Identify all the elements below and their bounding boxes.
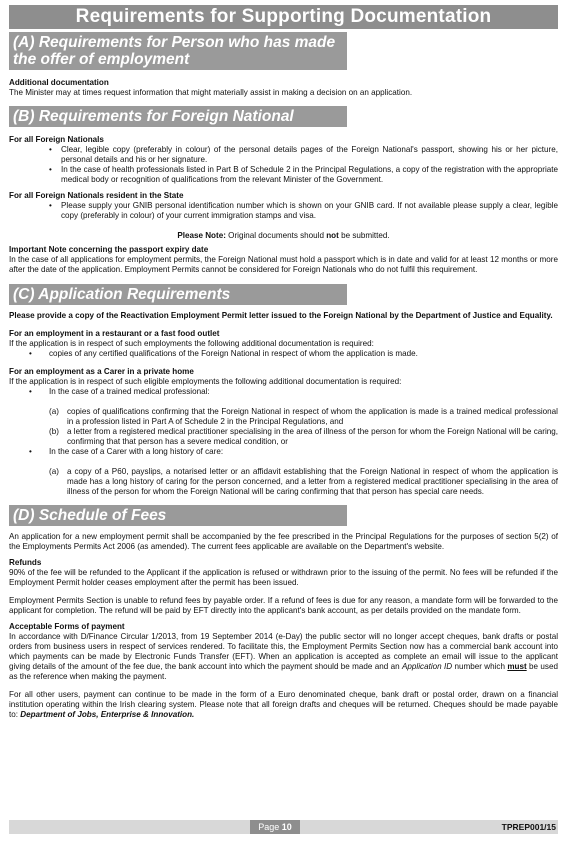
item-text: a copy of a P60, payslips, a notarised letter or an affidavit establishing that the Foreign National in respect of whom the application is made has a long history of caring for the person concerned, and a letter from a registered medical practitioner specialising in the area of illness of the person for whom the Foreign National will be caring confirming that that person has special care needs. [67,467,558,496]
trained-item-a [9,407,558,427]
section-c-heading: (C) Application Requirements [9,284,347,305]
additional-documentation-label: Additional documentation [9,78,109,87]
other-users-body: For all other users, payment can continue to be made in the form of a Euro denominated cheque, bank draft or postal order, drawn on a financial institution operating within the Irish clearing system. Please note that all foreign drafts and cheques will be returned. Cheques should be made payable to: [9,690,558,719]
item-label: (b) [49,427,59,436]
all-foreign-nationals-list [9,145,558,185]
restaurant-label: For an employment in a restaurant or a fast food outlet [9,329,220,338]
page-label: Page [258,822,280,832]
application-id-text: Application ID [402,662,453,671]
trained-item-b [9,427,558,447]
refunds-label: Refunds [9,558,42,567]
section-b-heading: (B) Requirements for Foreign National [9,106,347,127]
item-label: (a) [49,407,59,416]
other-users-text [9,690,558,720]
please-note-pre: Original documents should [225,231,327,240]
must-text: must [507,662,527,671]
refunds-text: 90% of the fee will be refunded to the Applicant if the application is refused or withdrawn prior to the issuing of the permit. No fees will be refunded if the Employment Permit holder ceases employment after the permit has been issued. [9,568,558,587]
history-item-a [9,467,558,497]
passport-expiry-label: Important Note concerning the passport expiry date [9,245,209,254]
acc-text-3: be used as the reference when making the payment. [9,662,558,681]
section-a-heading: (A) Requirements for Person who has made the offer of employment [9,32,347,70]
acc-text-1: In accordance with D/Finance Circular 1/2013, from 19 September 2014 (e-Day) the public sector will no longer accept cheques, bank drafts or postal orders from business users in respect of services rendered. To facilitate this, the Employment Permits Section now has a commercial bank account into which payments can be made by Electronic Funds Transfer (EFT). When an application is accepted as complete an email will issue to the applicant giving details of the amount of the fee due, the bank account into which the payment should be made and an [9,632,558,671]
passport-expiry-text: In the case of all applications for employment permits, the Foreign National must hold a passport which is in date and valid for at least 12 months or more after the date of the application. Employment Permits cannot be considered for Foreign Nationals who do not fulfil this requirement. [9,255,558,274]
fees-intro: An application for a new employment permit shall be accompanied by the fee prescribed in the Principal Regulations for the purposes of section 5(2) of the Employments Permits Act 2006 (as amended). The current fees applicable are available on the Department's website. [9,532,558,551]
additional-documentation-text: The Minister may at times request information that might materially assist in making a decision on an application. [9,88,413,97]
resident-label: For all Foreign Nationals resident in the State [9,191,184,200]
restaurant-text: If the application is in respect of such employments the following additional documentation is required: [9,339,374,348]
restaurant-list [9,349,558,359]
section-d-heading: (D) Schedule of Fees [9,505,347,526]
page-number-box [250,820,300,834]
please-note-label: Please Note: [177,231,226,240]
please-note [9,231,558,241]
item-text: copies of qualifications confirming that the Foreign National in respect of whom the application is made is a trained medical professional in a profession listed in Part A of Schedule 2 in the Principal Regulations, and [67,407,558,426]
acceptable-payment-text [9,632,558,682]
trained-list [9,387,558,397]
acc-text-2: number which [452,662,508,671]
list-item: • In the case of health professionals listed in Part B of Schedule 2 in the Principal Regulations, a copy of the registration with the appropriate medical body or recognition of qualifications from the relevant Minister of the Government. [9,165,558,185]
resident-list [9,201,558,221]
item-text: a letter from a registered medical practitioner specialising in the area of illness of the person for whom the Foreign National will be caring, confirming that that person has a severe medical condition, or [67,427,558,446]
reactivation-intro: Please provide a copy of the Reactivation Employment Permit letter issued to the Foreign National by the Department of Justice and Equality. [9,311,553,320]
item-label: (a) [49,467,59,476]
refund-payable-order-text: Employment Permits Section is unable to refund fees by payable order. If a refund of fees is due for any reason, a mandate form will be forwarded to the applicant for completion. The refund will be paid by EFT directly into the applicant's bank account, as per details provided on the mandate form. [9,596,558,615]
page-number: 10 [281,822,292,832]
list-item: • copies of any certified qualifications of the Foreign National in respect of whom the application is made. [9,349,558,359]
list-item: • In the case of a Carer with a long history of care: [9,447,558,457]
list-item: • In the case of a trained medical professional: [9,387,558,397]
document-page [9,5,558,720]
payee-name: Department of Jobs, Enterprise & Innovation. [20,710,195,719]
page-footer [9,820,558,834]
form-reference: TPREP001/15 [501,822,556,832]
all-foreign-nationals-label: For all Foreign Nationals [9,135,104,144]
acceptable-payment-label: Acceptable Forms of payment [9,622,125,631]
carer-text: If the application is in respect of such eligible employments the following additional documentation is required: [9,377,402,386]
please-note-post: be submitted. [338,231,390,240]
history-list [9,447,558,457]
list-item: • Clear, legible copy (preferably in colour) of the personal details pages of the Foreign National's passport, showing his or her picture, personal details and his or her signature. [9,145,558,165]
please-note-not: not [326,231,339,240]
list-item: • Please supply your GNIB personal identification number which is shown on your GNIB card. If not available please supply a clear, legible copy (preferably in colour) of your current immigration stamps and visa. [9,201,558,221]
carer-label: For an employment as a Carer in a private home [9,367,194,376]
page-title: Requirements for Supporting Documentation [9,5,558,29]
